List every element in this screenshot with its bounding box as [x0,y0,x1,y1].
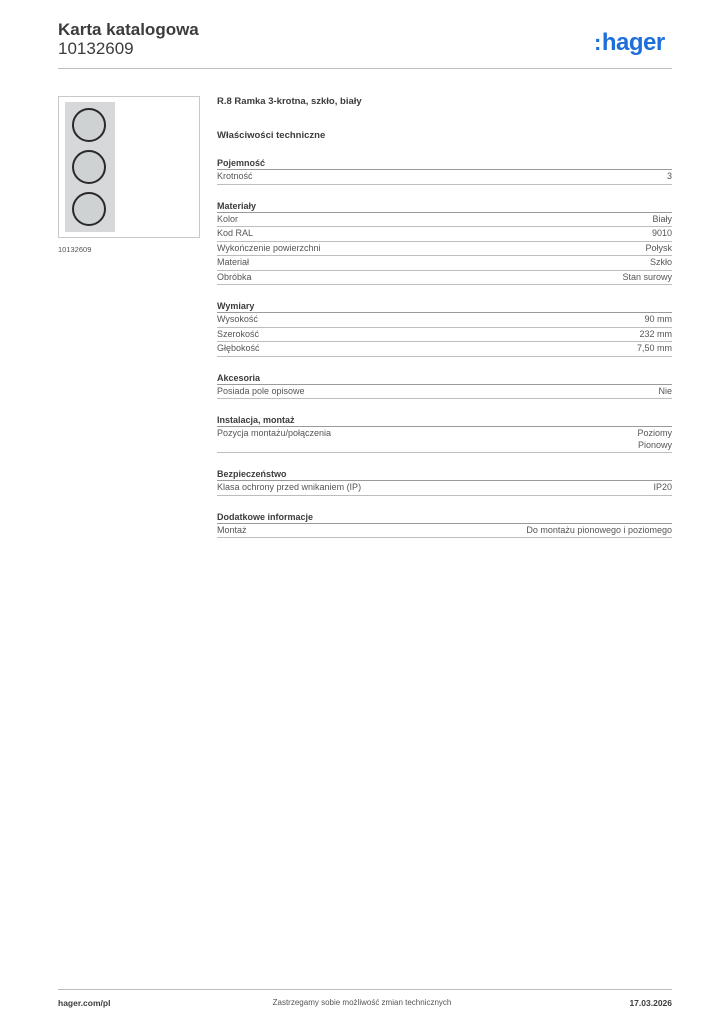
spec-label: Kod RAL [217,228,254,238]
spec-value-line: Pionowy [637,439,672,450]
spec-label: Obróbka [217,271,252,282]
spec-value [652,228,672,240]
frame-opening-1 [72,108,106,142]
spec-row [217,170,672,185]
section-title: Wymiary [217,300,672,313]
spec-label: Montaż [217,524,247,535]
product-code: 10132609 [58,39,134,58]
footer-disclaimer: Zastrzegamy sobie możliwość zmian technicznych [272,998,452,1007]
spec-label: Krotność [217,171,253,181]
hager-logo [594,29,665,57]
section-title: Dodatkowe informacje [217,511,672,524]
spec-value-line: 3 [666,171,672,181]
spec-value-line: Szkło [649,257,672,267]
spec-section [217,300,672,357]
spec-label: Posiada pole opisowe [217,385,305,396]
spec-section [217,468,672,496]
spec-value [622,272,672,284]
spec-value-line: Stan surowy [622,271,672,282]
properties-heading: Właściwości techniczne [217,130,326,141]
image-caption: 10132609 [58,245,92,254]
spec-section [217,200,672,286]
spec-value [639,329,672,341]
spec-row [217,242,672,257]
spec-section [217,157,672,185]
spec-value [645,243,672,255]
spec-label: Klasa ochrony przed wnikaniem (IP) [217,482,362,492]
spec-row [217,256,672,271]
frame-plate [65,102,115,232]
spec-label: Wykończenie powierzchni [217,242,321,253]
spec-value [658,386,672,398]
spec-label: Szerokość [217,328,260,339]
footer-website[interactable]: hager.com/pl [58,998,111,1008]
spec-value [637,343,672,355]
spec-value [526,525,672,537]
spec-value-line: 9010 [651,228,672,238]
spec-row [217,481,672,496]
spec-row [217,427,672,453]
spec-value-line: 7,50 mm [636,343,672,353]
spec-value-line: Połysk [645,242,672,253]
spec-row [217,213,672,228]
spec-value-line: Do montażu pionowego i poziomego [526,524,672,535]
spec-section [217,511,672,539]
section-title: Bezpieczeństwo [217,468,672,481]
spec-value [644,314,672,326]
frame-opening-2 [72,150,106,184]
footer-date: 17.03.2026 [629,998,672,1008]
logo-dots: : [594,30,601,55]
spec-row [217,524,672,539]
spec-sections [217,157,672,538]
spec-value [667,171,672,183]
section-title: Instalacja, montaż [217,414,672,427]
footer-divider [58,989,672,990]
spec-value-line: Nie [658,385,672,396]
spec-value-line: IP20 [653,482,672,492]
product-title: R.8 Ramka 3-krotna, szkło, biały [217,96,362,107]
spec-label: Kolor [217,213,239,224]
spec-value-line: Poziomy [637,428,672,438]
spec-label: Pozycja montażu/połączenia [217,428,332,438]
spec-value [637,428,672,451]
section-title: Pojemność [217,157,672,170]
spec-value [650,257,672,269]
section-title: Materiały [217,200,672,213]
spec-value-line: Biały [652,213,672,224]
spec-row [217,313,672,328]
spec-value [653,482,672,494]
product-details [217,96,672,538]
document-title: Karta katalogowa [58,20,199,39]
product-image [58,96,200,238]
spec-value-line: 232 mm [639,328,672,339]
spec-row [217,385,672,400]
spec-row [217,227,672,242]
spec-row [217,271,672,286]
header-divider [58,68,672,69]
spec-section [217,372,672,400]
section-title: Akcesoria [217,372,672,385]
spec-label: Wysokość [217,314,258,324]
frame-opening-3 [72,192,106,226]
spec-label: Materiał [217,257,250,267]
spec-label: Głębokość [217,343,260,353]
spec-section [217,414,672,453]
spec-value [652,214,672,226]
logo-text: hager [601,29,665,56]
spec-value-line: 90 mm [644,314,672,324]
spec-row [217,328,672,343]
spec-row [217,342,672,357]
